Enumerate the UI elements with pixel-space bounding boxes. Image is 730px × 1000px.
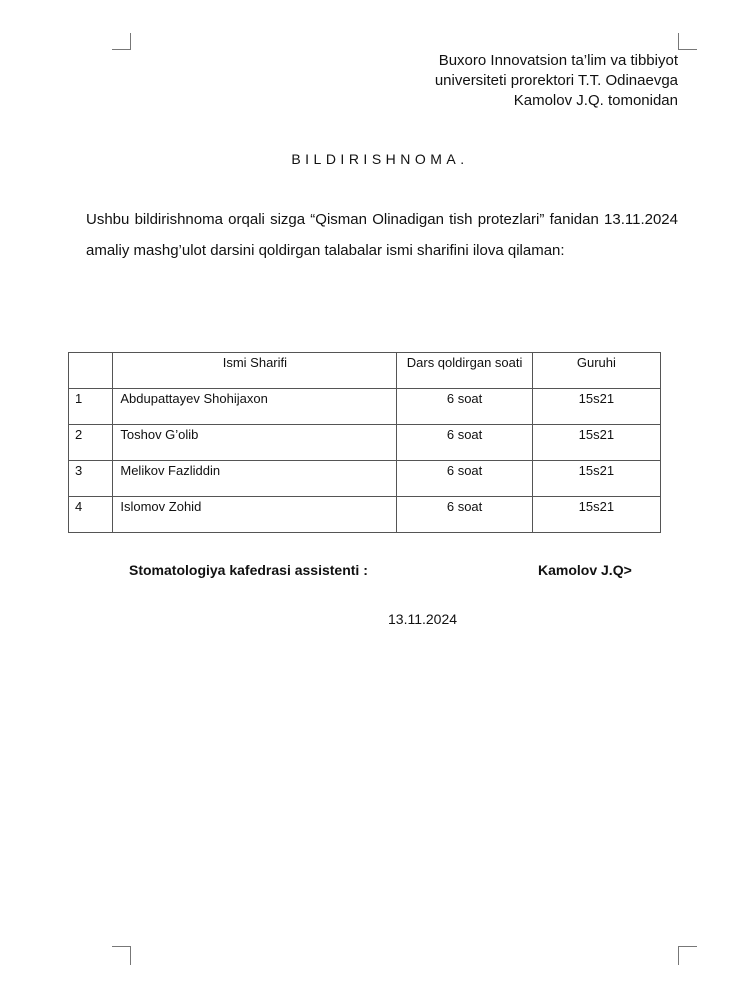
table-row	[69, 425, 661, 461]
header-hours: Dars qoldirgan soati	[397, 353, 532, 389]
header-name: Ismi Sharifi	[113, 353, 397, 389]
crop-mark-bottom-left	[112, 946, 131, 965]
row-name: Toshov G’olib	[113, 425, 397, 461]
row-hours: 6 soat	[397, 389, 532, 425]
signature-position: Stomatologiya kafedrasi assistenti :	[129, 562, 368, 578]
row-group: 15s21	[532, 425, 660, 461]
body-paragraph: Ushbu bildirishnoma orqali sizga “Qisman Olinadigan tish protezlari” fanidan 13.11.2024 amaliy mashg’ulot darsini qoldirgan talabalar ismi sharifini ilova qilaman:	[86, 211, 678, 259]
row-group: 15s21	[532, 497, 660, 533]
header-line-2: universiteti prorektori T.T. Odinaevga	[434, 72, 678, 89]
row-num: 3	[69, 461, 113, 497]
signature-name: Kamolov J.Q>	[538, 562, 632, 578]
row-num: 4	[69, 497, 113, 533]
table-header-row	[69, 353, 661, 389]
addressee-header	[435, 51, 678, 111]
row-name: Abdupattayev Shohijaxon	[113, 389, 397, 425]
row-group: 15s21	[532, 389, 660, 425]
row-group: 15s21	[532, 461, 660, 497]
crop-mark-top-right	[678, 33, 697, 50]
row-hours: 6 soat	[397, 497, 532, 533]
row-num: 2	[69, 425, 113, 461]
table-row	[69, 389, 661, 425]
document-title: BILDIRISHNOMA.	[291, 151, 469, 167]
crop-mark-bottom-right	[678, 946, 697, 965]
crop-mark-top-left	[112, 33, 131, 50]
header-group: Guruhi	[532, 353, 660, 389]
document-date: 13.11.2024	[388, 611, 458, 627]
header-line-3: Kamolov J.Q. tomonidan	[513, 92, 678, 109]
row-hours: 6 soat	[397, 461, 532, 497]
header-num	[69, 353, 113, 389]
header-line-1: Buxoro Innovatsion ta’lim va tibbiyot	[438, 52, 678, 69]
row-hours: 6 soat	[397, 425, 532, 461]
row-name: Islomov Zohid	[113, 497, 397, 533]
row-num: 1	[69, 389, 113, 425]
row-name: Melikov Fazliddin	[113, 461, 397, 497]
table-row	[69, 497, 661, 533]
students-table	[68, 352, 661, 533]
table-row	[69, 461, 661, 497]
